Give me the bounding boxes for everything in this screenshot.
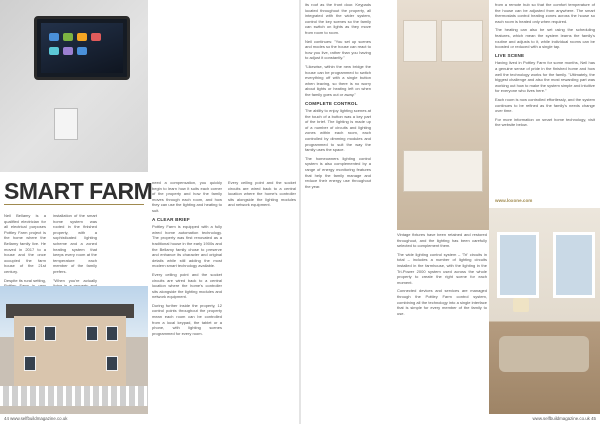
source-url-link[interactable]: www.loxone.com (495, 198, 533, 203)
feature-title: SMART FARM (4, 178, 153, 204)
light-switch-image (54, 108, 78, 140)
left-text-column-1: Neil Bellamy is a qualified electrician for all electrical purposes Pottley Farm project is the home where the Bellamy family live. He moved in 2017 to a house and the once occupied the farm house of the 21st century. Despite its rural setting, (4, 213, 46, 283)
wall-tablet-image (34, 16, 130, 80)
page-number: 44 (4, 416, 9, 421)
left-page (0, 0, 299, 424)
tablet-wall-photo (0, 0, 148, 172)
title-rule (4, 204, 144, 205)
left-text-column-4: Every ceiling point and the socket circuits are wired back to a central location where the home's controller sits alongside the lighting modules and network equipment. (228, 180, 296, 208)
farmhouse-exterior-photo (0, 286, 148, 414)
right-text-column-3: from a remote hub so that the comfort temperature of the house can be adjusted from anywhere. The smart thermostats control heating zones across the house so each room is heated only when required. The heating can also be set using the scheduling features, which mean the system learns the family's routine and adjusts to it, while individual rooms can be boosted or reduced with a single tap. LIVE SCENE Having lived in Pottley Farm for some months, Neil has a genuine sense of pride in the finished home and how well the technology works for the family. "Ultimately, the biggest challenge and also the most rewarding part was working out how to make the system simple and intuitive for everyone who lives here." Each room is now controlled effortlessly, and the system continues to be refined as the family's needs change over time. For more information on smart home technology, visit the website below. (495, 2, 595, 128)
right-page (301, 0, 600, 424)
left-text-column-2: installation of the smart home system was rooted in the finished property, with a sophisticated lighting scheme and a zoned heating system that keeps every room at the temperature each member of the family prefers. "When you're actually (53, 213, 97, 283)
right-text-column-2: Vintage fixtures have been retained and restored throughout, and the lighting has been carefully selected to complement them. The wide lighting control system – 'Tri' circuits in total – includes a number of lighting circuits installed in the farmhouse, with the lighting in the Tri-Power 2000 system used across the whole property to create the right scene for each moment. Connected devices and services are managed through the Pottley Farm control system, combining all the technology into a single interface that is simple for every member of the family to use. (397, 232, 487, 316)
left-page-footer (4, 416, 67, 421)
right-page-footer (533, 416, 596, 421)
right-text-column-1: its roof as the front door. Keypads located throughout the property, all integrated with the wider system, control the key scenes so the family can switch on lights as they move from room to room. Neil continues: "You set up scenes and modes so the house can react to how you live, rather than you having to adjust it constantly." "Likewise, within the new bridge the house can be programmed to switch everything off with a single button when leaving, so there is no worry about lights or heating left on when the family goes out or away." COMPLETE CONTROL The ability to enjoy lighting scenes at the touch of a button was a key part of the brief. The lighting is made up of a number of circuits and lighting zones within each room, each controlled by dimming modules and programmed to suit the way the family uses the space. The homeowners lighting control system is also complemented by a range of energy monitoring features that help the family manage and reduce their energy use throughout the year. (305, 2, 371, 189)
section-heading: LIVE SCENE (495, 52, 525, 58)
left-text-column-3: need a compensation, you quickly begin to learn how it suits each corner of the property and how the family moves through each room, and how they can use the lighting and heating to suit. A CLEAR BRIEF Pottley Farm is equipped with a fully wired home automation technology. The property was first renovated as a traditional house in the early 1900s and the Bellamy family chose to preserve and enhance its character and original details while still adding the most modern smart technology available. Every ceiling point and the socket circuits are wired back to a central location where the home's controller sits alongside the lighting modules and network equipment. During further inside the property, 12 control points throughout the property mean each room can be controlled from a local keypad, the tablet or a phone, with lighting scenes programmed for every room. (152, 180, 222, 336)
page-number: 45 (591, 416, 596, 421)
section-heading: A CLEAR BRIEF (152, 216, 190, 222)
section-heading: COMPLETE CONTROL (305, 100, 358, 106)
living-room-photo (489, 208, 600, 414)
site-url: www.selfbuildmagazine.co.uk (10, 416, 68, 421)
site-url: www.selfbuildmagazine.co.uk (532, 416, 590, 421)
kitchen-photo (397, 0, 489, 230)
